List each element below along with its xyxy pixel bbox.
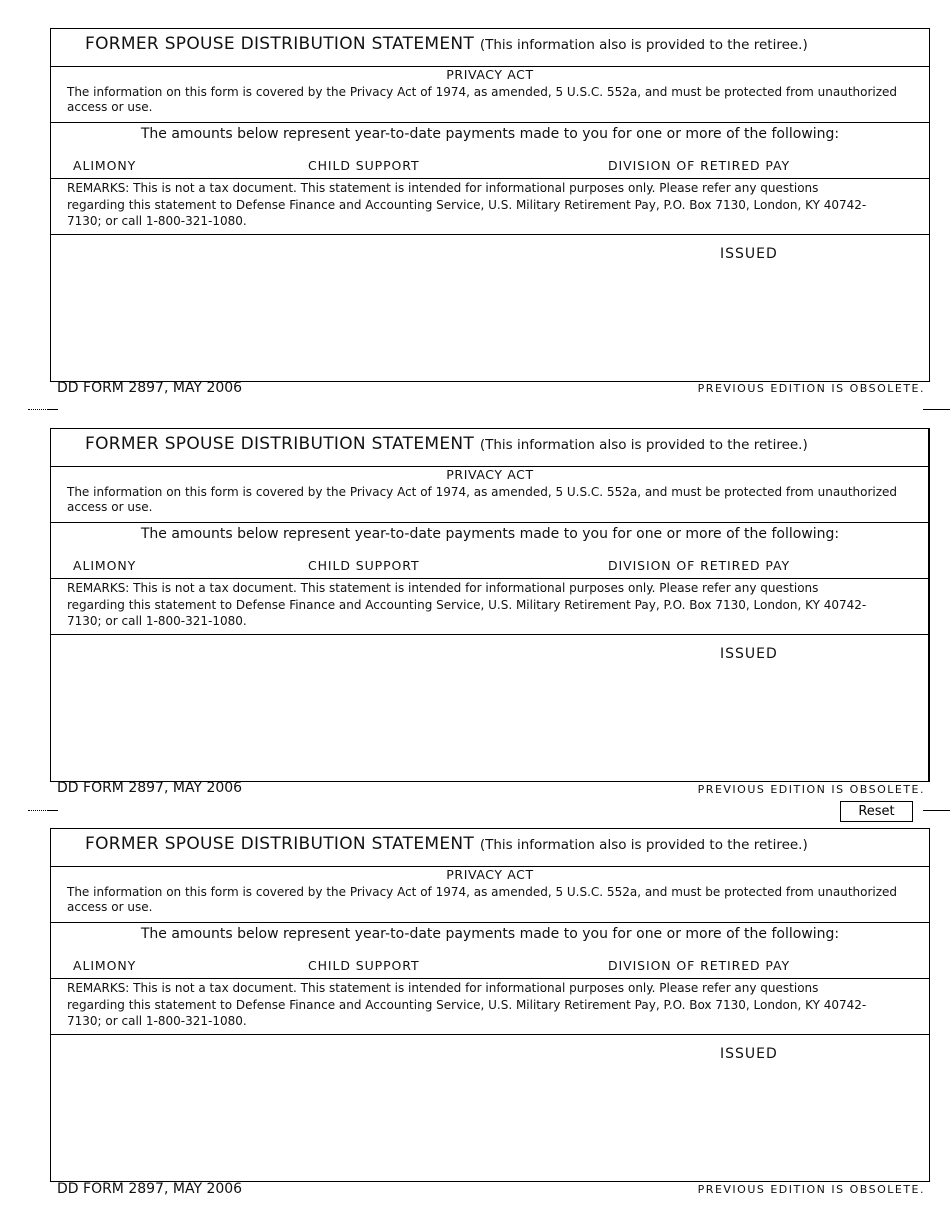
remarks-text: REMARKS: This is not a tax document. This statement is intended for informational purposes only. Please refer any questions regarding this statement to Defense Finance and Accounting Service, U.S. Military Retirement Pay, P.O. Box 7130, London, KY 40742-7130; or call 1-800-321-1080. bbox=[67, 981, 867, 1028]
privacy-act-heading: PRIVACY ACT bbox=[446, 867, 534, 882]
privacy-act-row bbox=[51, 66, 929, 123]
cut-line-left-solid-2 bbox=[48, 810, 58, 811]
form-edge-shadow bbox=[928, 428, 930, 782]
amounts-row bbox=[51, 922, 929, 979]
privacy-act-heading: PRIVACY ACT bbox=[446, 67, 534, 82]
privacy-act-text: The information on this form is covered by the Privacy Act of 1974, as amended, 5 U.S.C. 552a, and must be protected from unauthorized access or use. bbox=[67, 885, 898, 914]
cut-line-left-1 bbox=[28, 409, 48, 410]
division-of-retired-pay-label: DIVISION OF RETIRED PAY bbox=[608, 158, 791, 173]
distribution-statement-form-2 bbox=[50, 428, 930, 782]
privacy-act-heading: PRIVACY ACT bbox=[446, 467, 534, 482]
cut-line-right-1 bbox=[923, 409, 950, 410]
form-title: FORMER SPOUSE DISTRIBUTION STATEMENT (This information also is provided to the retiree.) bbox=[85, 834, 808, 854]
amounts-heading: The amounts below represent year-to-date payments made to you for one or more of the following: bbox=[140, 126, 840, 142]
previous-edition-note: PREVIOUS EDITION IS OBSOLETE. bbox=[697, 382, 925, 395]
form-title-row bbox=[51, 29, 929, 67]
remarks-text: REMARKS: This is not a tax document. This statement is intended for informational purposes only. Please refer any questions regarding this statement to Defense Finance and Accounting Service, U.S. Military Retirement Pay, P.O. Box 7130, London, KY 40742-7130; or call 1-800-321-1080. bbox=[67, 181, 867, 228]
remarks-text: REMARKS: This is not a tax document. This statement is intended for informational purposes only. Please refer any questions regarding this statement to Defense Finance and Accounting Service, U.S. Military Retirement Pay, P.O. Box 7130, London, KY 40742-7130; or call 1-800-321-1080. bbox=[67, 581, 867, 628]
cut-line-left-2 bbox=[28, 810, 48, 811]
amounts-row bbox=[51, 522, 929, 579]
privacy-act-text: The information on this form is covered by the Privacy Act of 1974, as amended, 5 U.S.C. 552a, and must be protected from unauthorized access or use. bbox=[67, 485, 898, 514]
division-of-retired-pay-label: DIVISION OF RETIRED PAY bbox=[608, 958, 791, 973]
form-title-row bbox=[51, 429, 929, 467]
child-support-label: CHILD SUPPORT bbox=[308, 158, 420, 173]
previous-edition-note: PREVIOUS EDITION IS OBSOLETE. bbox=[697, 783, 925, 796]
remarks-row bbox=[51, 578, 929, 635]
alimony-label: ALIMONY bbox=[73, 558, 137, 573]
form-title-note: (This information also is provided to the retiree.) bbox=[479, 437, 808, 453]
issued-area[interactable] bbox=[51, 634, 929, 782]
form-title-note: (This information also is provided to the retiree.) bbox=[479, 837, 808, 853]
alimony-label: ALIMONY bbox=[73, 958, 137, 973]
cut-line-right-2 bbox=[923, 810, 950, 811]
alimony-label: ALIMONY bbox=[73, 158, 137, 173]
child-support-label: CHILD SUPPORT bbox=[308, 958, 420, 973]
previous-edition-note: PREVIOUS EDITION IS OBSOLETE. bbox=[697, 1183, 925, 1196]
form-number-footer: DD FORM 2897, MAY 2006 bbox=[57, 780, 243, 796]
cut-line-left-solid-1 bbox=[48, 409, 58, 410]
form-title-note: (This information also is provided to the retiree.) bbox=[479, 37, 808, 53]
remarks-row bbox=[51, 978, 929, 1035]
form-title: FORMER SPOUSE DISTRIBUTION STATEMENT (This information also is provided to the retiree.) bbox=[85, 34, 808, 54]
issued-label: ISSUED bbox=[720, 246, 778, 262]
form-number-footer: DD FORM 2897, MAY 2006 bbox=[57, 1181, 243, 1197]
form-title: FORMER SPOUSE DISTRIBUTION STATEMENT (This information also is provided to the retiree.) bbox=[85, 434, 808, 454]
form-number-footer: DD FORM 2897, MAY 2006 bbox=[57, 380, 243, 396]
issued-label: ISSUED bbox=[720, 1046, 778, 1062]
issued-area[interactable] bbox=[51, 234, 929, 382]
form-title-row bbox=[51, 829, 929, 867]
child-support-label: CHILD SUPPORT bbox=[308, 558, 420, 573]
division-of-retired-pay-label: DIVISION OF RETIRED PAY bbox=[608, 558, 791, 573]
reset-button[interactable]: Reset bbox=[840, 801, 913, 822]
issued-area[interactable] bbox=[51, 1034, 929, 1182]
remarks-row bbox=[51, 178, 929, 235]
amounts-heading: The amounts below represent year-to-date payments made to you for one or more of the following: bbox=[140, 926, 840, 942]
distribution-statement-form-3 bbox=[50, 828, 930, 1182]
privacy-act-row bbox=[51, 866, 929, 923]
amounts-row bbox=[51, 122, 929, 179]
amounts-heading: The amounts below represent year-to-date payments made to you for one or more of the following: bbox=[140, 526, 840, 542]
privacy-act-text: The information on this form is covered by the Privacy Act of 1974, as amended, 5 U.S.C. 552a, and must be protected from unauthorized access or use. bbox=[67, 85, 898, 114]
privacy-act-row bbox=[51, 466, 929, 523]
distribution-statement-form-1 bbox=[50, 28, 930, 382]
issued-label: ISSUED bbox=[720, 646, 778, 662]
